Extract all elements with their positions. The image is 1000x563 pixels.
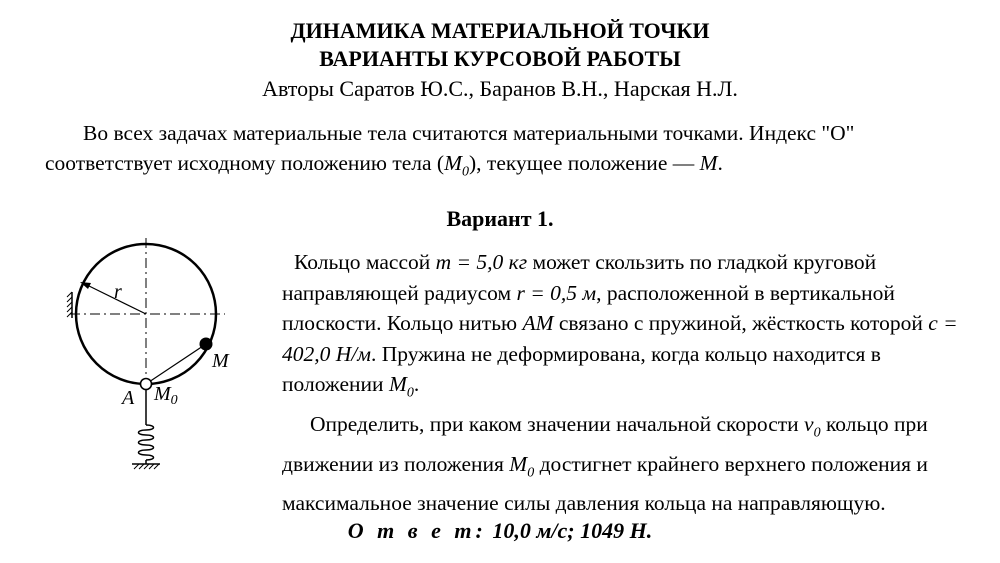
variant-heading: Вариант 1. [446,206,554,231]
ring-guide-figure [60,230,260,490]
document-title-line2: ВАРИАНТЫ КУРСОВОЙ РАБОТЫ [319,46,681,71]
authors-line: Авторы Саратов Ю.С., Баранов В.Н., Нарская Н.Л. [262,76,738,101]
label-m: M [212,350,229,372]
problem-paragraph-1: Кольцо массой m = 5,0 кг может скользить по гладкой круговой направляющей радиусом r = 0,5 м, расположенной в вертикальной плоскости. Кольцо нитью AM связано с пружиной, жёсткость которой c = 402,0 Н/м. Пружина не деформирована, когда кольцо находится в положении $M_0$. [282,250,958,401]
intro-m0: $M_0$ [444,151,470,180]
intro-m: M [699,151,718,175]
answer-label: О т в е т: [347,518,487,543]
ring-m [200,338,213,351]
problem-paragraph-2: Определить, при каком значении начальной скорости $v_0$ кольцо при движении из положения $M_0$ достигнет крайнего верхнего положения и максимальное значение силы давления кольца на направляющую. [282,411,928,516]
answer-value: 10,0 м/с; 1049 Н. [486,518,653,543]
answer-line [0,518,1000,544]
intro-text-2: ), текущее положение — [469,151,700,175]
intro-paragraph [45,118,975,187]
intro-text-3: . [717,151,723,175]
spring-coil [139,425,154,460]
radius-label: r [114,281,122,303]
point-a-m0 [141,379,152,390]
document-title-line1: ДИНАМИКА МАТЕРИАЛЬНОЙ ТОЧКИ [290,18,710,43]
problem-text [282,247,982,519]
label-m0: $M_0$ [154,383,178,408]
intro-text-1: Во всех задачах материальные тела считаются материальными точками. Индекс "О" соответствует исходному положению тела ( [45,121,855,175]
label-a: A [122,387,135,409]
